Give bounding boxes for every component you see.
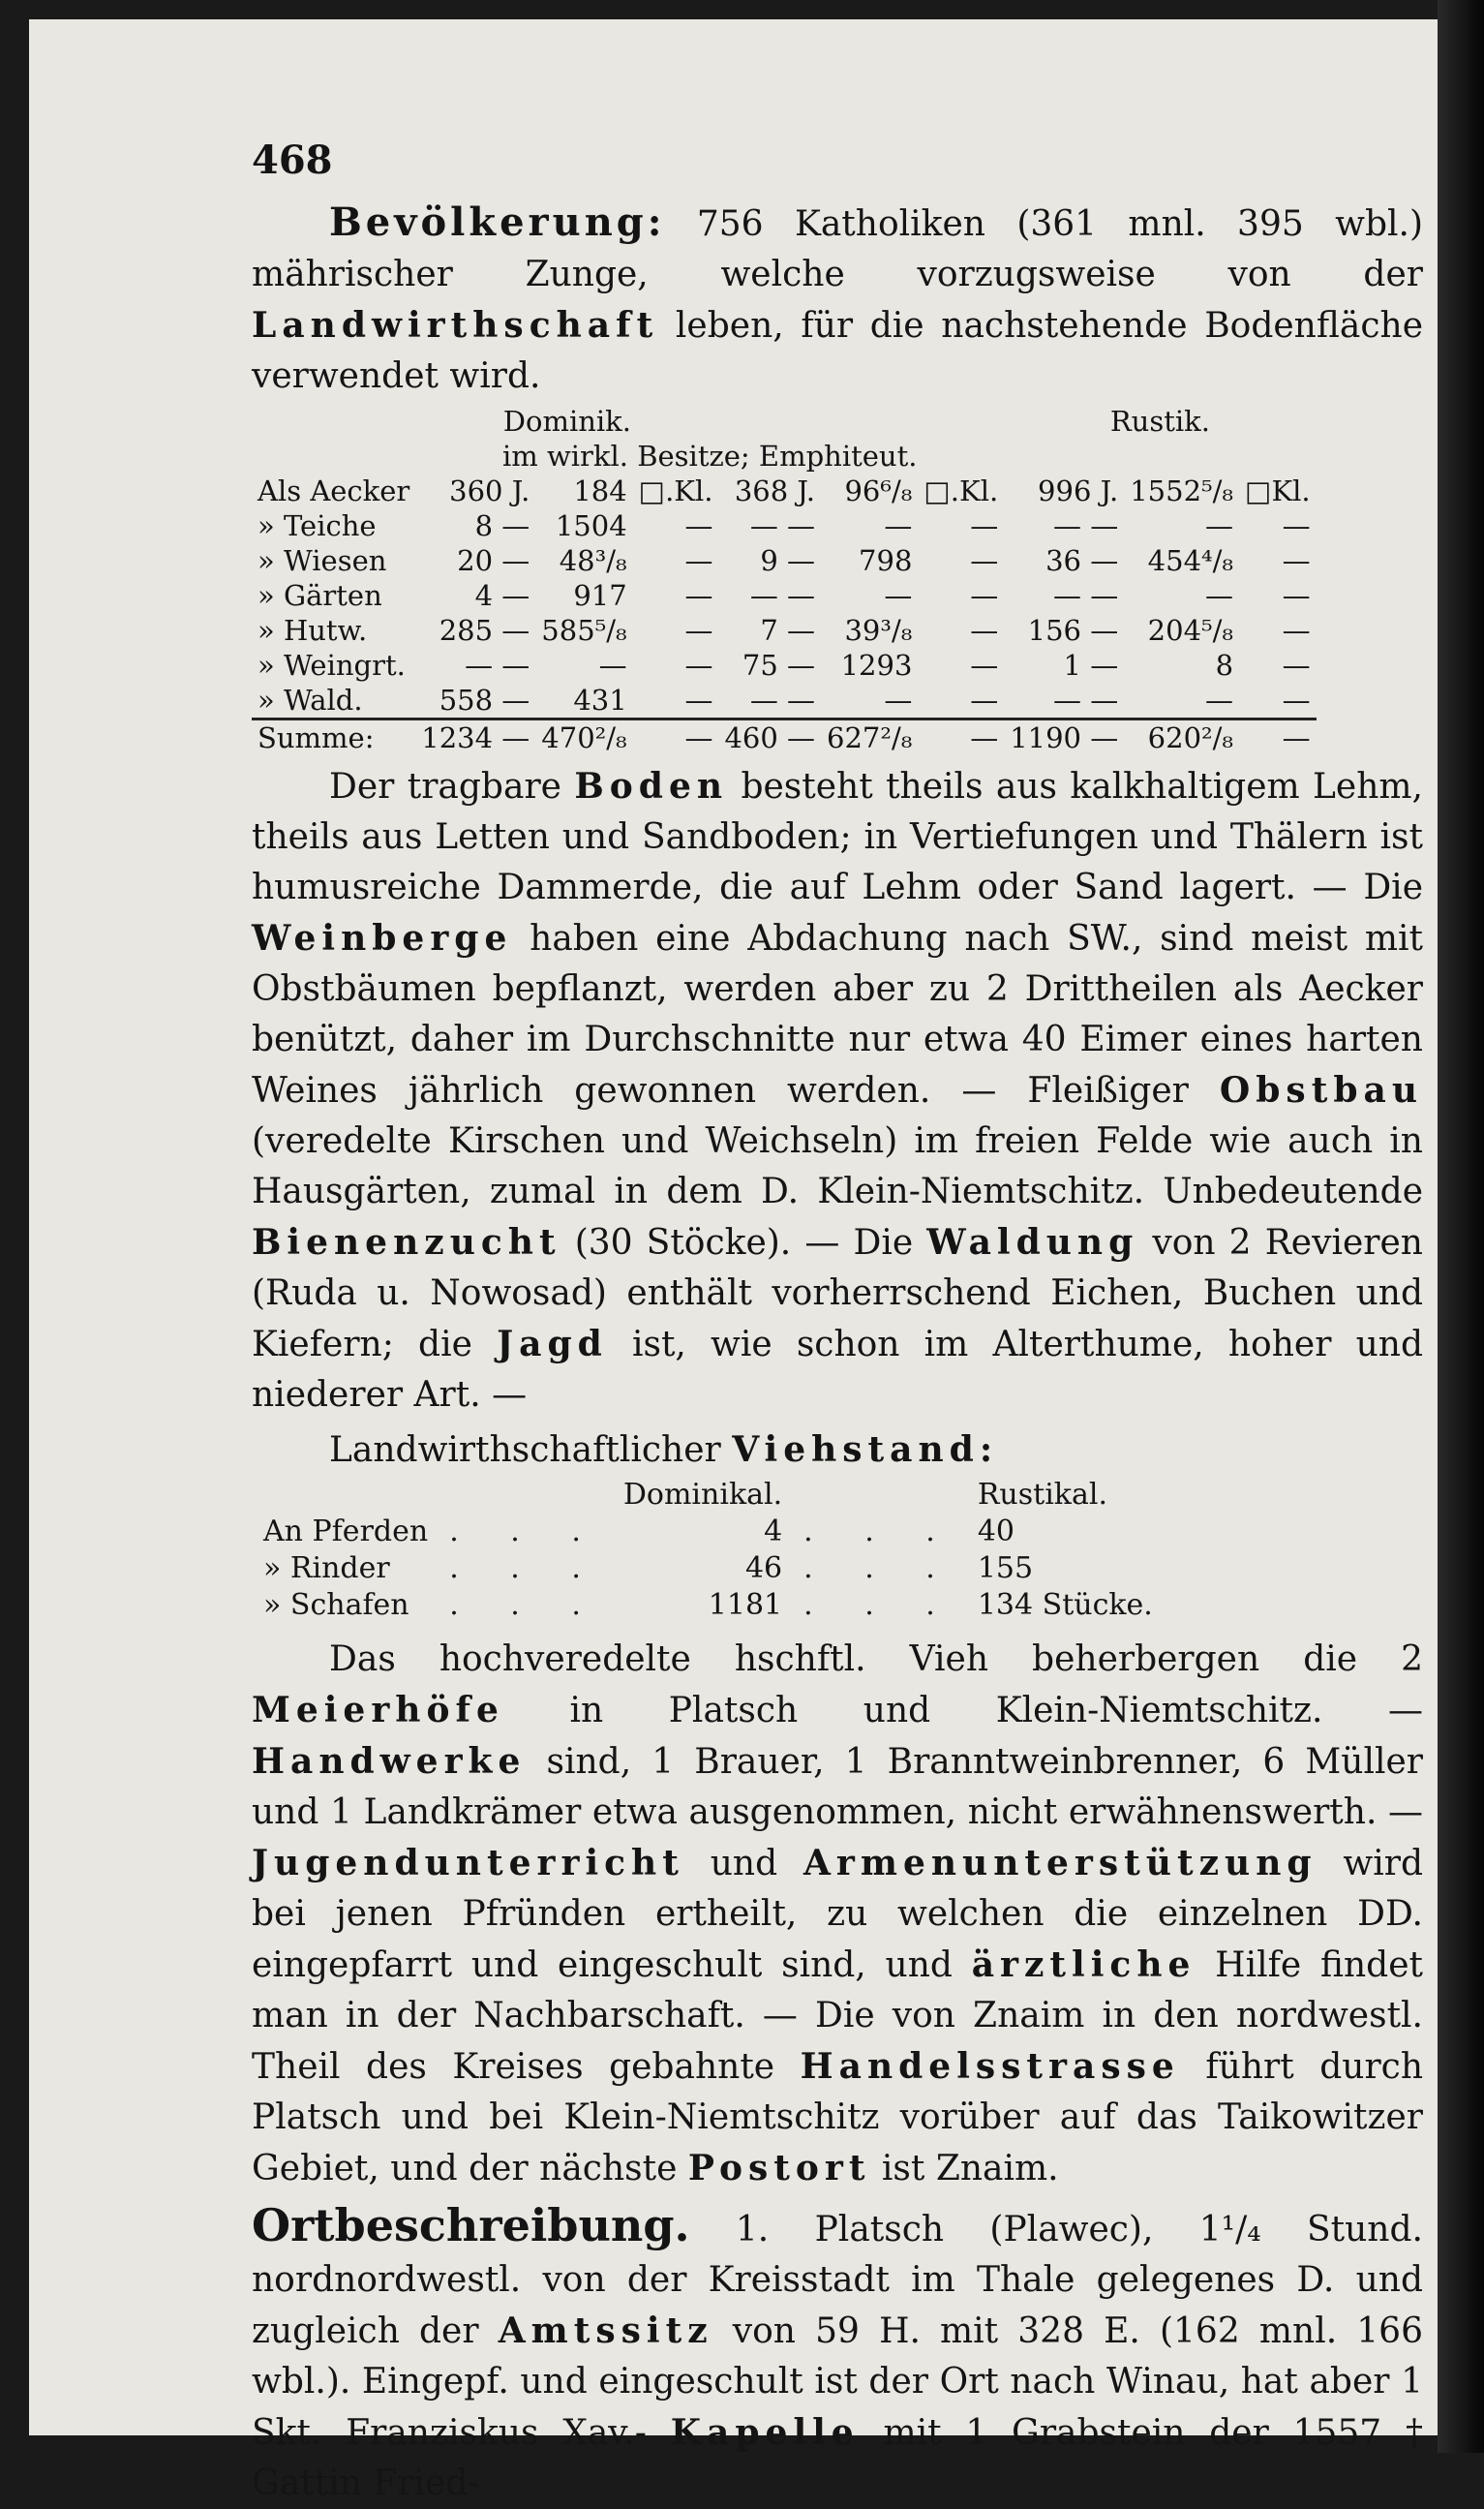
text: ist Znaim. (881, 2149, 1059, 2188)
land-type-label: » Wald. (257, 684, 363, 717)
livestock-dominikal: 4 (764, 1515, 783, 1548)
amtssitz-term: Amtssitz (498, 2310, 713, 2351)
sum-cell: 620²/₈ (1124, 719, 1239, 756)
population-text: 756 Katholiken (361 mnl. 395 wbl.) mährischer Zunge, welche vorzugsweise von der (252, 204, 1423, 294)
book-page (29, 19, 1438, 2503)
handelsstrasse-term: Handelsstrasse (800, 2046, 1180, 2087)
livestock-label: » Schafen (263, 1588, 409, 1622)
land-table-cell: 1293 (840, 649, 913, 682)
land-table-cell: — — (1053, 509, 1119, 542)
text: haben eine Abdachung nach SW., sind meist mit Obstbäumen bepflanzt, werden aber zu 2 Drittheilen als Aecker benützt, daher im Durchschnitte nur etwa 40 Eimer eines harten Weines jährlich gewonnen werden. — Fleißiger (252, 919, 1423, 1111)
land-table-row (252, 578, 1317, 613)
leader-dots: . . . (803, 1515, 956, 1548)
land-table-cell: — — (1053, 579, 1119, 612)
sum-cell: 627²/₈ (821, 719, 918, 756)
land-table-cell: 39³/₈ (844, 614, 913, 647)
text: mit 1 Grabstein der 1557 † Gattin Fried- (252, 2413, 1423, 2503)
sum-cell: 1234 — (415, 719, 535, 756)
landwirthschaft-term: Landwirthschaft (252, 305, 659, 346)
land-table-cell: 454⁴/₈ (1147, 544, 1234, 577)
land-table-cell: — (970, 579, 999, 612)
land-table-cell: — — (749, 684, 816, 717)
kapelle-term: Kapelle (670, 2412, 860, 2453)
land-table-cell: 558 — (439, 684, 530, 717)
land-table-cell: 285 — (439, 614, 530, 647)
land-table-cell: □.Kl. (638, 474, 713, 507)
land-table-cell: — (684, 579, 713, 612)
handwerke-term: Handwerke (252, 1741, 527, 1782)
ortbeschreibung-heading: Ortbeschreibung. (252, 2199, 690, 2251)
leader-dots: . . . (449, 1551, 602, 1585)
livestock-label: An Pferden (263, 1515, 429, 1548)
land-table-cell: — (684, 684, 713, 717)
sum-cell: — (918, 719, 1004, 756)
text: ist, wie schon im Alterthume, hoher und niederer Art. — (252, 1325, 1423, 1415)
viehstand-title-a: Landwirthschaftlicher (329, 1430, 721, 1470)
land-table-cell: 204⁵/₈ (1147, 614, 1234, 647)
land-table-cell: — (1282, 579, 1311, 612)
land-table-body (252, 474, 1317, 719)
col-dominikal: Dominikal. (622, 1478, 783, 1512)
land-table-cell: — (684, 544, 713, 577)
land-table-cell: — — (1053, 684, 1119, 717)
land-table-cell: — (1282, 614, 1311, 647)
land-table-cell: — (684, 649, 713, 682)
land-table-cell: 996 J. (1038, 474, 1119, 507)
livestock-label: » Rinder (263, 1551, 390, 1585)
land-table-cell: — (1205, 579, 1234, 612)
land-table-cell: 184 (573, 474, 627, 507)
land-type-label: » Gärten (257, 579, 382, 612)
leader-dots: . . . (803, 1551, 956, 1585)
land-table-cell: — (1205, 684, 1234, 717)
land-table-cell: 368 J. (734, 474, 816, 507)
land-type-label: » Wiesen (257, 544, 387, 577)
land-table-row (252, 474, 1317, 508)
land-table-cell: 1552⁵/₈ (1130, 474, 1234, 507)
livestock-row (254, 1551, 1163, 1586)
population-tail: leben, für die nachstehende Bodenfläche verwendet wird. (252, 306, 1423, 396)
population-paragraph (252, 198, 1423, 402)
jagd-term: Jagd (497, 1324, 608, 1364)
land-table-cell: 798 (859, 544, 913, 577)
meierhoefe-term: Meierhöfe (252, 1690, 504, 1730)
land-table-row (252, 543, 1317, 578)
page-number: 468 (252, 138, 333, 183)
land-table-cell: 7 — (760, 614, 816, 647)
viehstand-title (252, 1424, 1423, 1476)
land-table-cell: 96⁶/₈ (844, 474, 913, 507)
livestock-rustikal: 40 (977, 1515, 1015, 1548)
land-table-cell: — (684, 509, 713, 542)
land-table-cell: — (1282, 509, 1311, 542)
land-table-row (252, 613, 1317, 648)
land-table-cell: 917 (573, 579, 627, 612)
land-table-row (252, 508, 1317, 543)
text: wird bei jenen Pfründen ertheilt, zu welchen die einzelnen DD. eingepfarrt und eingeschult sind, und (252, 1844, 1424, 1985)
land-table-cell: — (598, 649, 627, 682)
sum-cell: 470²/₈ (535, 719, 632, 756)
waldung-term: Waldung (926, 1222, 1139, 1263)
leader-dots: . . . (449, 1588, 602, 1622)
land-table-cell: — (1205, 509, 1234, 542)
text: Hilfe findet man in der Nachbarschaft. — Die von Znaim in den nordwestl. Theil des Kreises gebahnte (252, 1945, 1423, 2087)
page-content (252, 136, 1423, 2509)
land-table-cell: 360 J. (449, 474, 530, 507)
land-type-label: » Teiche (257, 509, 377, 542)
text: in Platsch und Klein-Niemtschitz. — (569, 1691, 1423, 1730)
land-table-row (252, 683, 1317, 719)
leader-dots: . . . (449, 1515, 602, 1548)
land-table-cell: 20 — (457, 544, 530, 577)
sum-cell: 1190 — (1004, 719, 1124, 756)
land-table-cell: — (970, 544, 999, 577)
population-lead: Bevölkerung: (329, 199, 666, 245)
head-rustik: Rustik. (1109, 405, 1210, 438)
text: und (710, 1844, 778, 1883)
text: führt durch Platsch und bei Klein-Niemtschitz vorüber auf das Taikowitzer Gebiet, und der nächste (252, 2047, 1424, 2188)
weinberge-term: Weinberge (252, 918, 513, 959)
livestock-row (254, 1515, 1163, 1549)
land-table-cell: □.Kl. (924, 474, 999, 507)
land-table-cell: — (884, 579, 913, 612)
sum-cell: — (1239, 719, 1317, 756)
land-table-sum (252, 719, 1317, 756)
land-table-cell: — (970, 509, 999, 542)
text: Das hochveredelte hschftl. Vieh beherbergen die 2 (329, 1639, 1423, 1679)
leader-dots: . . . (803, 1588, 956, 1622)
land-table-cell: — (970, 614, 999, 647)
text: von 2 Revieren (Ruda u. Nowosad) enthält vorherrschend Eichen, Buchen und Kiefern; die (252, 1223, 1423, 1364)
subhead-besitz: im wirkl. Besitze; Emphiteut. (501, 440, 918, 473)
land-table-cell: 431 (573, 684, 627, 717)
aerztliche-term: ärztliche (971, 1944, 1196, 1985)
armenunterstuetzung-term: Armenunterstützung (803, 1843, 1317, 1883)
land-table-cell: 156 — (1027, 614, 1119, 647)
postort-term: Postort (687, 2148, 871, 2188)
land-table-cell: 8 — (474, 509, 530, 542)
land-table-cell: — — (749, 509, 816, 542)
text: sind, 1 Brauer, 1 Branntweinbrenner, 6 Müller und 1 Landkrämer etwa ausgenommen, nicht erwähnenswerth. — (252, 1742, 1423, 1832)
land-table-cell: 4 — (474, 579, 530, 612)
text: von 59 H. mit 328 E. (162 mnl. 166 wbl.). Eingepf. und eingeschult ist der Ort nach Winau, hat aber 1 Skt. Franziskus Xav.- (252, 2311, 1423, 2453)
livestock-rustikal: 134 Stücke. (977, 1588, 1153, 1622)
text: besteht theils aus kalkhaltigem Lehm, theils aus Letten und Sandboden; in Vertiefungen und Thälern ist humusreiche Dammerde, die auf Lehm oder Sand lagert. — Die (252, 767, 1423, 907)
obstbau-term: Obstbau (1219, 1070, 1423, 1111)
land-table-cell: 8 (1215, 649, 1234, 682)
land-table-cell: — (884, 509, 913, 542)
land-table-cell: 36 — (1045, 544, 1119, 577)
livestock-body (254, 1515, 1163, 1623)
sum-cell: 460 — (718, 719, 821, 756)
page-edge-shadow (1438, 0, 1484, 2453)
livestock-row (254, 1588, 1163, 1623)
jugendunterricht-term: Jugendunterricht (252, 1843, 684, 1883)
bienenzucht-term: Bienenzucht (252, 1222, 561, 1263)
land-table-cell: — — (749, 579, 816, 612)
livestock-head (254, 1478, 1163, 1513)
text: (veredelte Kirschen und Weichseln) im freien Felde wie auch in Hausgärten, zumal in dem D. Klein-Niemtschitz. Unbedeutende (252, 1121, 1423, 1211)
livestock-dominikal: 1181 (708, 1588, 783, 1622)
boden-paragraph (252, 761, 1423, 1421)
land-table-cell: 1504 (555, 509, 627, 542)
text: Der tragbare (329, 767, 561, 807)
boden-term: Boden (574, 766, 729, 807)
livestock-rustikal: 155 (977, 1551, 1034, 1585)
text: 1. Platsch (Plawec), 1¹/₄ Stund. nordnordwestl. von der Kreisstadt im Thale gelegenes D. und zugleich der (252, 2210, 1423, 2351)
head-dominik: Dominik. (502, 405, 631, 438)
land-table-row (252, 648, 1317, 683)
land-table-head (252, 404, 1317, 439)
land-table-cell: 9 — (760, 544, 816, 577)
land-table-cell: — — (465, 649, 530, 682)
livestock-table (252, 1476, 1165, 1625)
land-table-cell: — (1282, 649, 1311, 682)
land-table-cell: 585⁵/₈ (541, 614, 627, 647)
land-type-label: » Hutw. (257, 614, 368, 647)
sum-cell: — (633, 719, 719, 756)
col-rustikal: Rustikal. (977, 1478, 1107, 1512)
land-table-cell: — (1282, 544, 1311, 577)
land-table-subhead (252, 439, 1317, 474)
land-table-cell: — (970, 649, 999, 682)
land-table-cell: □Kl. (1245, 474, 1311, 507)
land-table-cell: — (684, 614, 713, 647)
livestock-dominikal: 46 (744, 1551, 783, 1585)
land-use-table (252, 404, 1317, 755)
land-table-cell: 1 — (1063, 649, 1119, 682)
land-table-cell: 75 — (742, 649, 816, 682)
ortbeschreibung-paragraph (252, 2200, 1423, 2509)
land-table-cell: 48³/₈ (559, 544, 627, 577)
land-type-label: » Weingrt. (257, 649, 406, 682)
viehstand-title-b: Viehstand: (732, 1429, 999, 1470)
text: (30 Stöcke). — Die (574, 1223, 914, 1263)
land-table-cell: — (1282, 684, 1311, 717)
land-type-label: Als Aecker (257, 474, 410, 507)
land-table-cell: — (970, 684, 999, 717)
land-table-cell: — (884, 684, 913, 717)
vieh-paragraph (252, 1635, 1423, 2194)
sum-label: Summe: (252, 719, 415, 756)
